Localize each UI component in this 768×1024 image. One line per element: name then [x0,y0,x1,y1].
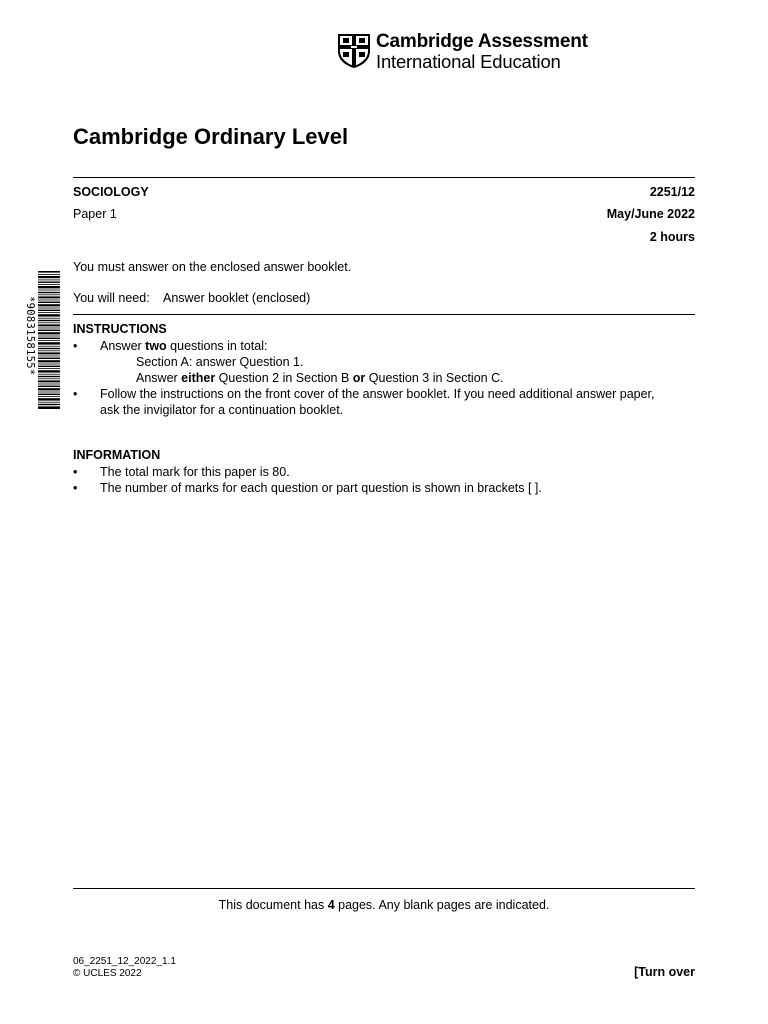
text-run: questions in total: [166,339,268,353]
emphasis: either [181,371,216,385]
instruction-subitem [136,370,504,386]
need-value: Answer booklet (enclosed) [163,291,311,305]
divider [73,177,695,178]
turn-over: [Turn over [634,965,695,979]
instruction-item [100,338,267,354]
emphasis: two [145,339,167,353]
text-run: Answer [136,371,182,385]
text-run: Answer [100,339,146,353]
logo-line-2: International Education [376,51,561,72]
copyright: © UCLES 2022 [73,968,142,979]
information-heading: INFORMATION [73,448,161,462]
bullet-icon: • [73,387,78,401]
paper-number: Paper 1 [73,207,117,221]
need-label: You will need: [73,291,150,305]
text-run: pages. Any blank pages are indicated. [334,898,550,912]
page-count-note [73,897,695,913]
logo-line-1: Cambridge Assessment [376,31,588,52]
text-run: This document has [218,898,328,912]
paper-code: 2251/12 [649,185,695,199]
instruction-item: Follow the instructions on the front cover of the answer booklet. If you need additional answer paper, [100,387,655,401]
exam-session: May/June 2022 [606,207,695,221]
barcode-number: *9083158155* [24,296,36,376]
barcode-image [38,271,60,409]
bullet-icon: • [73,339,78,353]
crest-icon [337,33,371,69]
answer-booklet-note: You must answer on the enclosed answer booklet. [73,260,352,274]
emphasis: 4 [327,898,335,912]
emphasis: or [352,371,366,385]
instruction-item-continued: ask the invigilator for a continuation booklet. [100,403,344,417]
text-run: Question 3 in Section C. [365,371,504,385]
information-item: The total mark for this paper is 80. [100,465,290,479]
bullet-icon: • [73,465,78,479]
subject-name: SOCIOLOGY [73,185,149,199]
exam-duration: 2 hours [649,230,695,244]
instructions-heading: INSTRUCTIONS [73,322,167,336]
information-item: The number of marks for each question or part question is shown in brackets [ ]. [100,481,542,495]
text-run: Question 2 in Section B [215,371,353,385]
divider [73,888,695,889]
instruction-subitem: Section A: answer Question 1. [136,355,304,369]
cambridge-logo [337,31,588,72]
bullet-icon: • [73,481,78,495]
document-id: 06_2251_12_2022_1.1 [73,956,176,967]
page-title: Cambridge Ordinary Level [73,124,349,149]
divider [73,314,695,315]
